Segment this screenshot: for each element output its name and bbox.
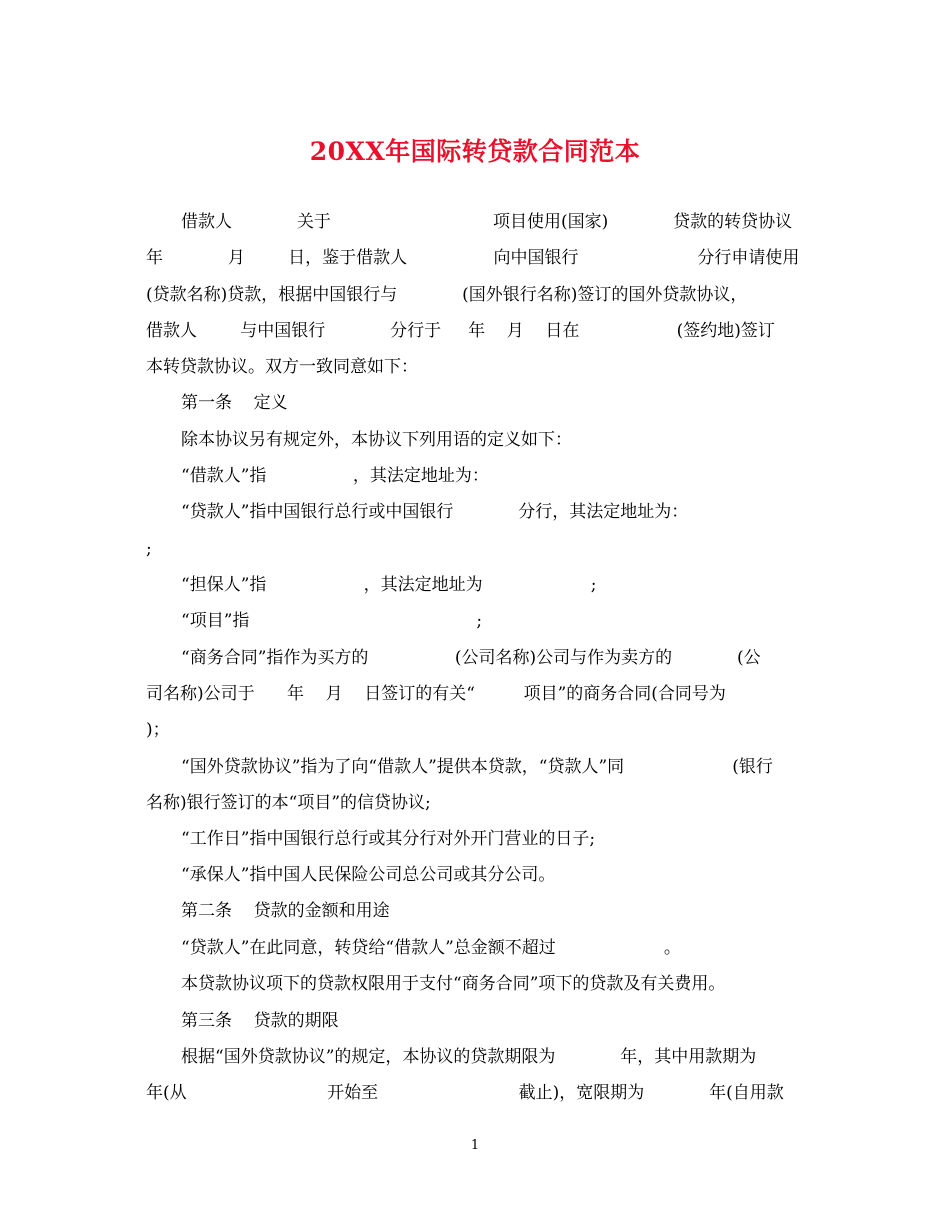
body-line: “国外贷款协议”指为了向“借款人”提供本贷款，“贷款人”同 (银行 (181, 757, 773, 777)
body-line: 本转贷款协议。双方一致同意如下： (146, 357, 418, 377)
body-line: “项目”指 ; (181, 611, 483, 631)
body-line: 本贷款协议项下的贷款权限用于支付“商务合同”项下的贷款及有关费用。 (181, 974, 726, 994)
body-line: “商务合同”指作为买方的 (公司名称)公司与作为卖方的 (公 (181, 648, 761, 668)
body-line: ; (146, 539, 152, 559)
body-line: 名称)银行签订的本“项目”的信贷协议; (146, 793, 431, 813)
body-line: 除本协议另有规定外，本协议下列用语的定义如下： (181, 430, 572, 450)
page-number: 1 (470, 1138, 480, 1153)
document-title: 20XX年国际转贷款合同范本 (309, 137, 641, 166)
body-line: “承保人”指中国人民保险公司总公司或其分公司。 (181, 865, 556, 885)
body-line: 年 月 日，鉴于借款人 向中国银行 分行申请使用 (146, 248, 800, 268)
body-line: 借款人 关于 项目使用(国家) 贷款的转贷协议 (181, 212, 793, 232)
section-heading: 第二条 贷款的金额和用途 (181, 901, 390, 921)
body-line: 司名称)公司于 年 月 日签订的有关“ 项目”的商务合同(合同号为 (146, 684, 726, 704)
section-heading: 第一条 定义 (181, 393, 288, 413)
body-line: “贷款人”指中国银行总行或中国银行 分行，其法定地址为： (181, 502, 689, 522)
section-heading: 第三条 贷款的期限 (181, 1011, 339, 1031)
body-line: “担保人”指 ，其法定地址为 ; (181, 575, 597, 595)
body-line: )； (146, 720, 170, 740)
body-line: “借款人”指 ，其法定地址为： (181, 466, 489, 486)
body-line: 借款人 与中国银行 分行于 年 月 日在 (签约地)签订 (146, 321, 775, 341)
body-line: 年(从 开始至 截止)，宽限期为 年(自用款 (146, 1083, 784, 1103)
body-line: “工作日”指中国银行总行或其分行对外开门营业的日子; (181, 829, 596, 849)
body-line: 根据“国外贷款协议”的规定，本协议的贷款期限为 年，其中用款期为 (181, 1047, 757, 1067)
body-line: (贷款名称)贷款，根据中国银行与 (国外银行名称)签订的国外贷款协议， (146, 285, 748, 305)
body-line: “贷款人”在此同意，转贷给“借款人”总金额不超过 。 (181, 938, 681, 958)
